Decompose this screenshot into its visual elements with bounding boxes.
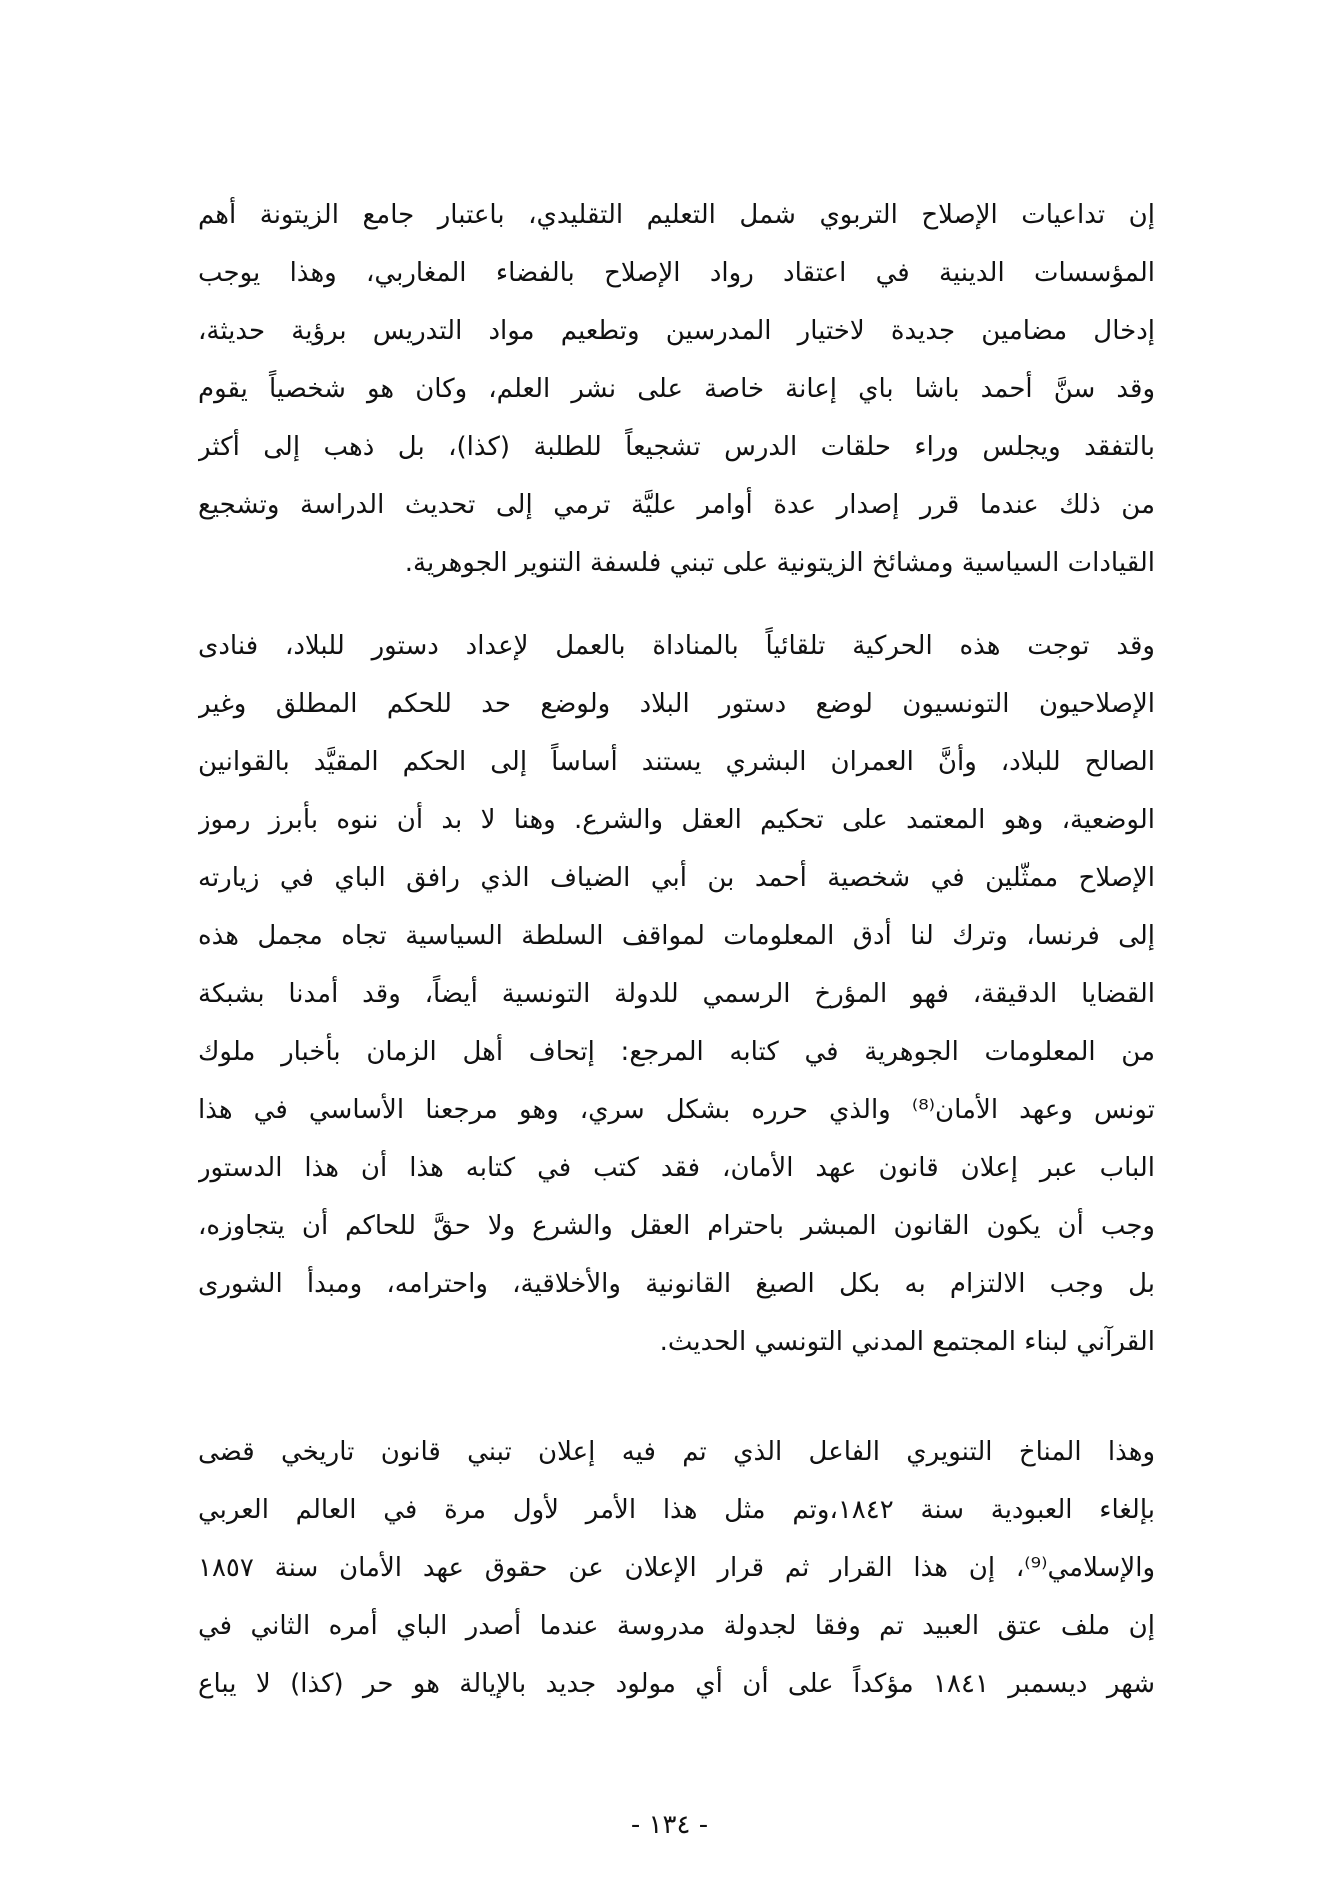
text-line: بالتفقد ويجلس وراء حلقات الدرس تشجيعاً للطلبة (كذا)، بل ذهب إلى أكثر (198, 432, 1155, 462)
text-line: القيادات السياسية ومشائخ الزيتونية على تبني فلسفة التنوير الجوهرية. (404, 548, 1155, 578)
text-line: بإلغاء العبودية سنة ١٨٤٢،وتم مثل هذا الأمر لأول مرة في العالم العربي (198, 1495, 1155, 1525)
text-line: المؤسسات الدينية في اعتقاد رواد الإصلاح بالفضاء المغاربي، وهذا يوجب (198, 258, 1155, 288)
text-line: بل وجب الالتزام به بكل الصيغ القانونية والأخلاقية، واحترامه، ومبدأ الشورى (198, 1269, 1155, 1299)
text-line: القضايا الدقيقة، فهو المؤرخ الرسمي للدولة التونسية أيضاً، وقد أمدنا بشبكة (198, 979, 1155, 1009)
text-line: وهذا المناخ التنويري الفاعل الذي تم فيه إعلان تبني قانون تاريخي قضى (198, 1437, 1155, 1467)
paragraph-3 (198, 1423, 1155, 1713)
text-line: إلى فرنسا، وترك لنا أدق المعلومات لمواقف السلطة السياسية تجاه مجمل هذه (198, 921, 1155, 951)
text-line: الإصلاحيون التونسيون لوضع دستور البلاد ولوضع حد للحكم المطلق وغير (198, 689, 1155, 719)
text-line: شهر ديسمبر ١٨٤١ مؤكداً على أن أي مولود جديد بالإيالة هو حر (كذا) لا يباع (198, 1669, 1155, 1699)
text-line: الصالح للبلاد، وأنَّ العمران البشري يستند أساساً إلى الحكم المقيَّد بالقوانين (198, 747, 1155, 777)
paragraph-1 (198, 186, 1155, 592)
paragraph-2 (198, 617, 1155, 1371)
text-line: وقد سنَّ أحمد باشا باي إعانة خاصة على نشر العلم، وكان هو شخصياً يقوم (198, 374, 1155, 404)
text-line: الباب عبر إعلان قانون عهد الأمان، فقد كتب في كتابه هذا أن هذا الدستور (198, 1153, 1155, 1183)
text-line: تونس وعهد الأمان⁽⁸⁾ والذي حرره بشكل سري، وهو مرجعنا الأساسي في هذا (198, 1095, 1155, 1125)
page-number: - ١٣٤ - (630, 1810, 709, 1840)
text-line: إن ملف عتق العبيد تم وفقا لجدولة مدروسة عندما أصدر الباي أمره الثاني في (198, 1611, 1155, 1641)
text-line: والإسلامي⁽⁹⁾، إن هذا القرار ثم قرار الإعلان عن حقوق عهد الأمان سنة ١٨٥٧ (198, 1553, 1155, 1583)
text-line: القرآني لبناء المجتمع المدني التونسي الحديث. (659, 1327, 1155, 1357)
text-line: من ذلك عندما قرر إصدار عدة أوامر عليَّة ترمي إلى تحديث الدراسة وتشجيع (198, 490, 1155, 520)
text-line: إدخال مضامين جديدة لاختيار المدرسين وتطعيم مواد التدريس برؤية حديثة، (198, 316, 1155, 346)
text-line: من المعلومات الجوهرية في كتابه المرجع: إتحاف أهل الزمان بأخبار ملوك (198, 1037, 1155, 1067)
text-line: وقد توجت هذه الحركية تلقائياً بالمناداة بالعمل لإعداد دستور للبلاد، فنادى (198, 631, 1155, 661)
text-line: وجب أن يكون القانون المبشر باحترام العقل والشرع ولا حقَّ للحاكم أن يتجاوزه، (198, 1211, 1155, 1241)
text-line: إن تداعيات الإصلاح التربوي شمل التعليم التقليدي، باعتبار جامع الزيتونة أهم (198, 200, 1155, 230)
text-line: الوضعية، وهو المعتمد على تحكيم العقل والشرع. وهنا لا بد أن ننوه بأبرز رموز (198, 805, 1155, 835)
text-line: الإصلاح ممثّلين في شخصية أحمد بن أبي الضياف الذي رافق الباي في زيارته (198, 863, 1155, 893)
